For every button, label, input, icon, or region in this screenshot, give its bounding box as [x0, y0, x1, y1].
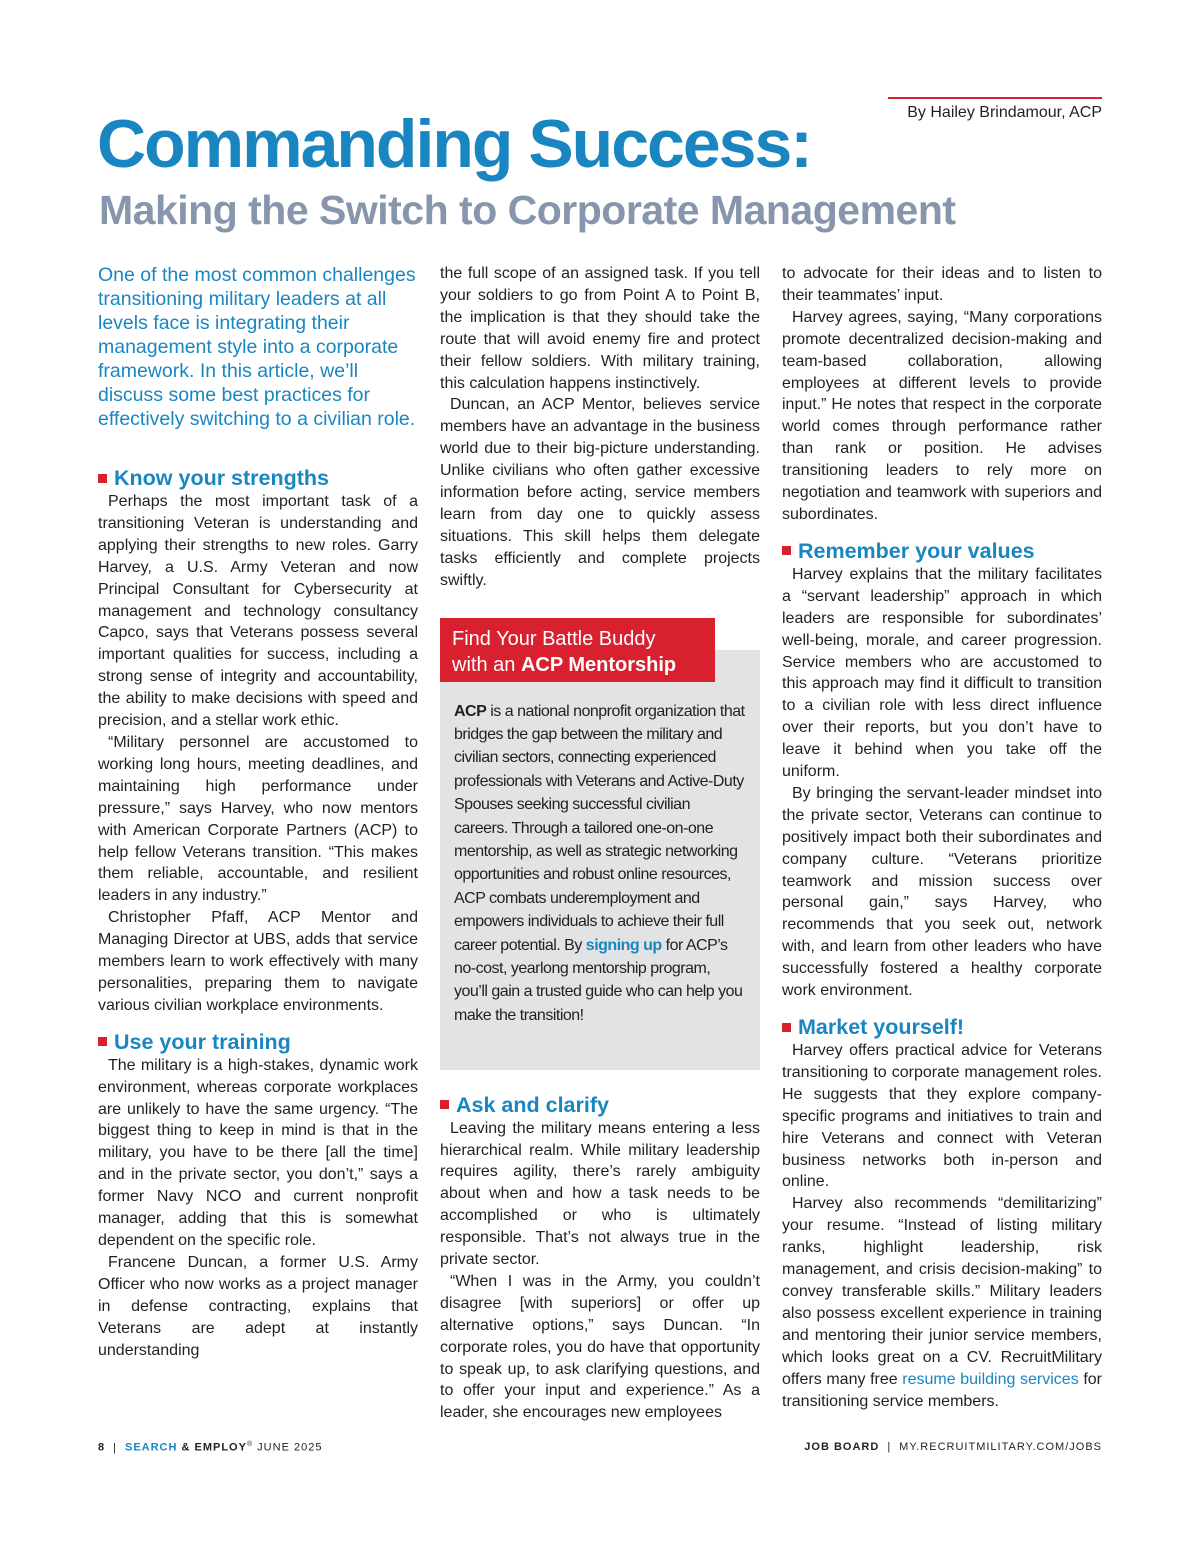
sidebar-body-after: for ACP’s no-cost, yearlong mentorship program, you’ll gain a trusted guide who can help you make the transition!	[454, 936, 743, 1024]
paragraph: “When I was in the Army, you couldn’t disagree [with superiors] or offer up alternative options,” says Duncan. “In corporate roles, you do have that opportunity to speak up, to ask clarifying questions, and to offer your input and experience.” As a leader, she encourages new employees	[440, 1272, 760, 1422]
paragraph: Harvey agrees, saying, “Many corporations promote decentralized decision-making and team-based collaboration, allowing employees at different levels to provide input.” He notes that respect in the corporate world comes through performance rather than rank or position. He advises transitioning leaders to rely more on negotiation and teamwork with superiors and subordinates.	[782, 308, 1102, 523]
paragraph: Perhaps the most important task of a transitioning Veteran is understanding and applying their strengths to new roles. Garry Harvey, a U.S. Army Veteran and now Principal Consultant for Cybersecurity at management and technology consultancy Capco, says that Veterans possess several important qualities for success, including a strong sense of integrity and accountability, the ability to make decisions with speed and precision, and a stellar work ethic.	[98, 493, 418, 730]
section-heading-market	[782, 1014, 1102, 1040]
footer-left	[98, 1441, 322, 1454]
article-subtitle: Making the Switch to Corporate Management	[99, 187, 956, 233]
sidebar-body	[454, 700, 746, 1028]
acp-mentorship-sidebar	[440, 618, 760, 1070]
section-heading-label: Market yourself!	[798, 1015, 965, 1039]
square-bullet-icon	[98, 1037, 107, 1046]
section-heading-training	[98, 1029, 418, 1055]
footer-separator: |	[887, 1441, 892, 1453]
section-heading-clarify	[440, 1092, 760, 1118]
paragraph: Duncan, an ACP Mentor, believes service members have an advantage in the business world due to their big-picture understanding. Unlike civilians who often gather excessive information before acting, service members learn from day one to quickly assess situations. This skill helps them delegate tasks efficiently and complete projects swiftly.	[440, 396, 760, 589]
sidebar-title-line1: Find Your Battle Buddy	[452, 627, 656, 650]
article-title: Commanding Success:	[97, 106, 811, 182]
paragraph-text: for transitioning service members.	[782, 1370, 1102, 1410]
paragraph	[782, 1193, 1102, 1412]
footer-section-label: JOB BOARD	[804, 1441, 880, 1453]
column-3	[782, 263, 1102, 1412]
paragraph: “Military personnel are accustomed to working long hours, meeting deadlines, and maintaining high performance under pressure,” says Harvey, who now mentors with American Corporate Partners (ACP) to help fellow Veterans transition. “This makes them reliable, accountable, and resilient leaders in any industry.”	[98, 733, 418, 905]
byline: By Hailey Brindamour, ACP	[907, 104, 1102, 121]
column-2	[440, 263, 760, 1424]
section-heading-label: Use your training	[114, 1029, 291, 1054]
paragraph: to advocate for their ideas and to listen to their teammates’ input.	[782, 265, 1102, 304]
section-heading-values	[782, 538, 1102, 564]
sidebar-body-text: is a national nonprofit organization that bridges the gap between the military and civilian sectors, connecting experienced professionals with Veterans and Active-Duty Spouses seeking successful civilian careers. Through a tailored one-on-one mentorship, as well as strategic networking opportunities and robust online resources, ACP combats underemployment and empowers individuals to achieve their full career potential. By	[454, 702, 745, 954]
magazine-brand: SEARCH	[124, 1441, 178, 1454]
square-bullet-icon	[782, 546, 791, 555]
paragraph: The military is a high-stakes, dynamic work environment, whereas corporate workplaces are unlikely to have the same urgency. “The biggest thing to keep in mind is that in the military, you have to be there [all the time] and in the private sector, you don’t,” says a former Navy NCO and current nonprofit manager, adding that this is somewhat dependent on the specific role.	[98, 1056, 418, 1249]
sidebar-title-bold: ACP Mentorship	[520, 653, 677, 676]
square-bullet-icon	[98, 474, 107, 483]
square-bullet-icon	[782, 1023, 791, 1032]
issue-date: JUNE 2025	[253, 1441, 323, 1454]
resume-building-services-link[interactable]: resume building services	[902, 1370, 1079, 1388]
paragraph: Harvey offers practical advice for Veterans transitioning to corporate management roles. He suggests that they explore company-specific programs and initiatives to train and hire Veterans and connect with Veteran business networks both in-person and online.	[782, 1042, 1102, 1191]
signing-up-link[interactable]: signing up	[585, 936, 662, 954]
sidebar-title-prefix: with an	[452, 653, 521, 676]
paragraph: the full scope of an assigned task. If you tell your soldiers to go from Point A to Point B, the implication is that they should take the route that will avoid enemy fire and protect their fellow soldiers. With military training, this calculation happens instinctively.	[440, 265, 760, 392]
column-1	[98, 263, 418, 1361]
magazine-brand-rest: & EMPLOY	[177, 1441, 247, 1454]
footer-url[interactable]: MY.RECRUITMILITARY.COM/JOBS	[899, 1441, 1102, 1453]
square-bullet-icon	[440, 1100, 449, 1109]
footer-separator: |	[113, 1441, 117, 1454]
intro-text: One of the most common challenges transitioning military leaders at all levels face is integrating their management style into a corporate framework. In this article, we’ll discuss some best practices for effectively switching to a civilian role.	[98, 264, 416, 430]
paragraph: Francene Duncan, a former U.S. Army Officer who now works as a project manager in defense contracting, explains that Veterans are adept at instantly understanding	[98, 1253, 418, 1359]
registered-mark: ®	[246, 1441, 254, 1448]
section-heading-label: Ask and clarify	[456, 1092, 609, 1117]
sidebar-title	[440, 618, 715, 682]
paragraph: By bringing the servant-leader mindset into the private sector, Veterans can continue to positively impact both their subordinates and company culture. “Veterans prioritize teamwork and mission success over personal gain,” says Harvey, who recommends that you seek out, network with, and learn from other leaders who have successfully fostered a healthy corporate work environment.	[782, 784, 1102, 1000]
section-heading-label: Remember your values	[798, 538, 1035, 563]
byline-rule	[888, 97, 1102, 99]
section-heading-label: Know your strengths	[114, 466, 330, 490]
sidebar-title-line2	[452, 652, 715, 678]
sidebar-body-acp: ACP	[454, 702, 487, 720]
paragraph: Leaving the military means entering a less hierarchical realm. While military leadership requires agility, there’s rarely ambiguity about when and how a task needs to be accomplished or who is ultimately responsible. That’s not always true in the private sector.	[440, 1119, 760, 1269]
paragraph: Christopher Pfaff, ACP Mentor and Managing Director at UBS, adds that service members learn to work effectively with many personalities, preparing them to navigate various civilian workplace environments.	[98, 909, 418, 1014]
section-heading-strengths	[98, 465, 418, 491]
paragraph-text: Harvey also recommends “demilitarizing” your resume. “Instead of listing military ranks, highlight leadership, risk management, and crisis decision-making” to convey transferable skills.” Military leaders also possess excellent experience in training and mentoring their junior service members, which looks great on a CV. RecruitMilitary offers many free	[782, 1195, 1102, 1388]
paragraph: Harvey explains that the military facilitates a “servant leadership” approach in which leaders are responsible for subordinates’ well-being, morale, and career progression. Service members who are accustomed to this approach may find it difficult to transition to a civilian role with less direct influence over their reports, but you don’t have to leave it behind when you take off the uniform.	[782, 565, 1102, 781]
footer-right	[804, 1441, 1102, 1453]
page-number: 8	[98, 1441, 106, 1454]
